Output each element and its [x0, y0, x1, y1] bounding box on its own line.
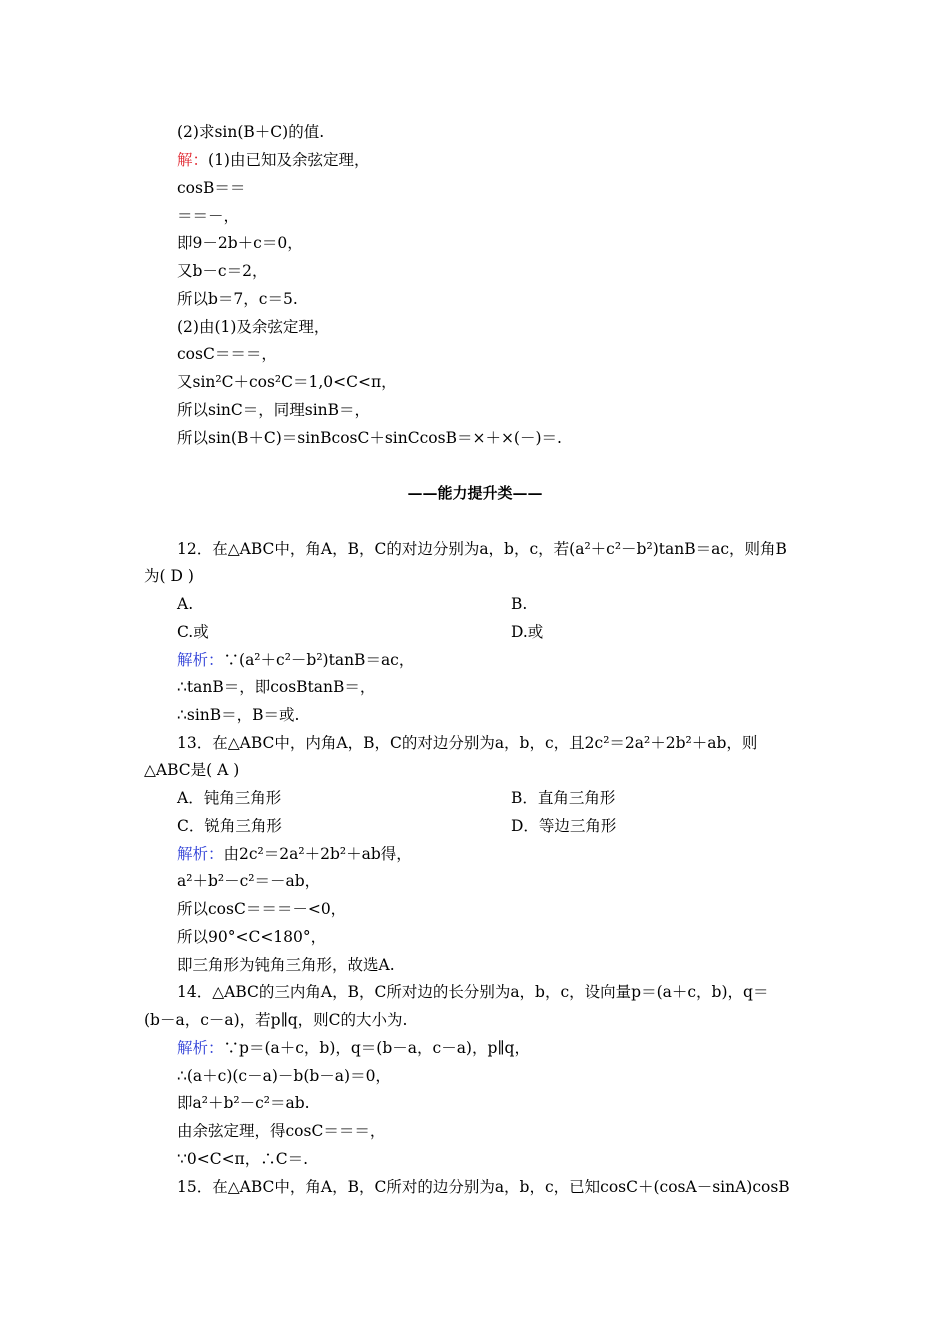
solution-line: 又sin²C＋cos²C＝1,0<C<π， — [177, 373, 397, 391]
solution-line: 所以sinC＝，同理sinB＝， — [177, 401, 371, 419]
part2-question: (2)求sin(B＋C)的值. — [177, 123, 325, 141]
solution-line: 所以sin(B＋C)＝sinBcosC＋sinCcosB＝×＋×(－)＝. — [177, 429, 562, 447]
q12-analysis — [177, 650, 414, 670]
q14-analysis-line: 即a²＋b²－c²＝ab. — [177, 1094, 310, 1112]
q13-stem: 13．在△ABC中，内角A，B，C的对边分别为a，b，c，且2c²＝2a²＋2b²＋ab，则 — [177, 734, 758, 752]
solution-text: (1)由已知及余弦定理， — [208, 151, 370, 169]
solution-line: 即9－2b＋c＝0， — [177, 234, 303, 252]
q13-analysis-line: 即三角形为钝角三角形，故选A. — [177, 956, 395, 974]
q13-option-c: C．锐角三角形 — [177, 817, 282, 835]
q14-stem: 14．△ABC的三内角A，B，C所对边的长分别为a，b，c，设向量p＝(a＋c，b)，q＝ — [177, 983, 769, 1001]
solution-start — [177, 150, 369, 170]
q13-analysis-line: 所以cosC＝＝＝－<0， — [177, 900, 347, 918]
q12-option-d: D.或 — [511, 623, 544, 641]
q14-analysis-line: ∴(a＋c)(c－a)－b(b－a)＝0， — [177, 1067, 391, 1085]
q12-option-b: B. — [511, 595, 528, 613]
q15-stem: 15．在△ABC中，角A，B，C所对的边分别为a，b，c，已知cosC＋(cosA－sinA)cosB — [177, 1178, 790, 1196]
q12-stem-cont: 为( D ) — [144, 567, 194, 585]
q12-analysis-line: ∴tanB＝，即cosBtanB＝， — [177, 678, 376, 696]
q14-stem-cont: (b－a，c－a)，若p∥q，则C的大小为. — [144, 1011, 408, 1029]
q12-option-a: A. — [177, 595, 194, 613]
q13-option-b: B．直角三角形 — [511, 789, 616, 807]
analysis-text: ∵(a²＋c²－b²)tanB＝ac， — [223, 651, 415, 669]
analysis-text: 由2c²＝2a²＋2b²＋ab得， — [223, 845, 412, 863]
q13-option-a: A．钝角三角形 — [177, 789, 282, 807]
q12-stem: 12．在△ABC中，角A，B，C的对边分别为a，b，c，若(a²＋c²－b²)tanB＝ac，则角B — [177, 540, 787, 558]
solution-line: cosB＝＝ — [177, 179, 246, 197]
analysis-label: 解析： — [177, 845, 224, 863]
solution-line: 又b－c＝2， — [177, 262, 268, 280]
solution-label: 解： — [177, 151, 209, 169]
q13-stem-cont: △ABC是( A ) — [144, 761, 240, 779]
solution-line: 所以b＝7，c＝5. — [177, 290, 298, 308]
q13-analysis-line: a²＋b²－c²＝－ab， — [177, 872, 321, 890]
solution-line: cosC＝＝＝， — [177, 345, 277, 363]
analysis-text: ∵p＝(a＋c，b)，q＝(b－a，c－a)，p∥q， — [223, 1039, 530, 1057]
q12-analysis-line: ∴sinB＝，B＝或. — [177, 706, 300, 724]
analysis-label: 解析： — [177, 651, 224, 669]
analysis-label: 解析： — [177, 1039, 224, 1057]
solution-line: ＝＝－， — [177, 207, 240, 225]
q14-analysis — [177, 1038, 530, 1058]
q13-option-d: D．等边三角形 — [511, 817, 617, 835]
q12-option-c: C.或 — [177, 623, 209, 641]
q13-analysis-line: 所以90°<C<180°， — [177, 928, 327, 946]
q13-analysis — [177, 844, 412, 864]
q14-analysis-line: 由余弦定理，得cosC＝＝＝， — [177, 1122, 386, 1140]
section-title: ——能力提升类—— — [407, 484, 543, 502]
q14-analysis-line: ∵0<C<π，∴C＝. — [177, 1150, 309, 1168]
solution-line: (2)由(1)及余弦定理， — [177, 318, 330, 336]
